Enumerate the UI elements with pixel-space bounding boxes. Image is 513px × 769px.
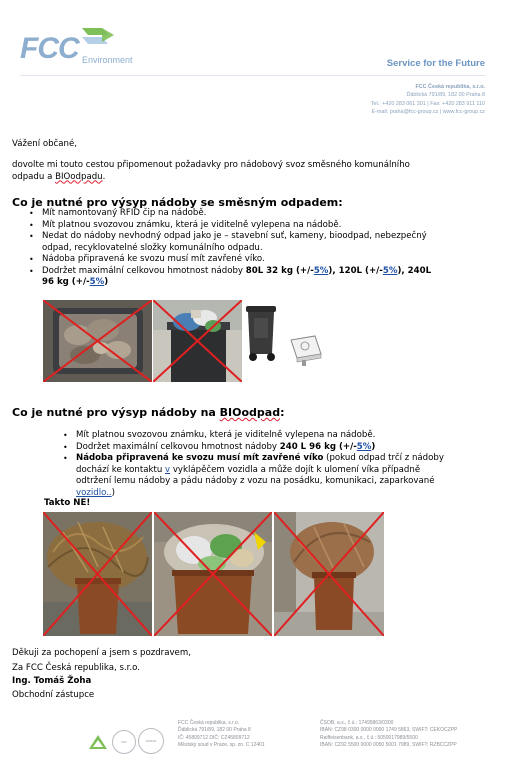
section-mixed-heading: Co je nutné pro výsyp nádoby se směsným odpadem: xyxy=(12,196,343,209)
list-item: • Nedat do nádoby nevhodný odpad jako je – stavební suť, kameny, bioodpad, nebezpečný odpad, recyklovatelné složky komunálního odpadu. xyxy=(28,231,498,254)
photo-rfid-chip xyxy=(285,330,327,368)
closing-thanks: Děkuji za pochopení a jsem s pozdravem, xyxy=(12,648,191,658)
photo-bin-with-rubble xyxy=(43,300,152,382)
iso-seal-icon: ISO xyxy=(112,730,136,754)
signatory-name: Ing. Tomáš Žoha xyxy=(12,676,92,686)
company-address xyxy=(371,83,485,117)
logo-subtitle: Environment xyxy=(82,55,133,65)
photo-overfilled-bin xyxy=(153,300,242,382)
intro-line-2: odpadu a BIOodpadu. xyxy=(12,171,106,182)
takto-ne-label: Takto NE! xyxy=(44,498,91,508)
header-divider xyxy=(20,75,486,76)
mixed-requirements-list xyxy=(28,208,498,289)
closing-block xyxy=(12,648,191,701)
company-street: Ďáblická 791/89, 182 00 Praha 8 xyxy=(406,92,485,99)
photo-bio-bin-shrubs xyxy=(274,512,384,636)
list-item: • Mít namontovaný RFID čip na nádobě. xyxy=(28,208,498,220)
intro-line-1: dovolte mi touto cestou připomenout požadavky pro nádobový svoz směsného komunálního xyxy=(12,160,410,170)
photo-bio-bin-branches xyxy=(43,512,152,636)
bio-requirements-list xyxy=(62,430,492,499)
company-email: E-mail: praha@fcc-group.cz | www.fcc-group.cz xyxy=(371,109,485,116)
fcc-logo xyxy=(20,22,140,68)
slogan: Service for the Future xyxy=(386,58,485,69)
list-item: • Dodržet maximální celkovou hmotnost nádoby 80L 32 kg (+/-5%), 120L (+/-5%), 240L 96 kg (+/-5%) xyxy=(28,266,498,289)
company-phone: Tel.: +420 283 061 301 | Fax: +420 283 911 110 xyxy=(370,100,485,107)
list-item: • Nádoba připravená ke svozu musí mít zavřené víko (pokud odpad trčí z nádoby dochází ke kontaktu v vyklápěčem vozidla a může dojít k ulomení víka případně odtržení lemu nádoby a pádu nádoby z vozu na posádku, komunikaci, zaparkované vozidlo..) xyxy=(62,453,492,499)
logo-arrows-icon xyxy=(80,24,116,48)
salutation: Vážení občané, xyxy=(12,139,78,149)
closing-company: Za FCC Česká republika, s.r.o. xyxy=(12,662,140,673)
list-item: • Mít platnou svozovou známku, která je viditelně vylepena na nádobě. xyxy=(28,220,498,232)
list-item: • Nádoba připravená ke svozu musí mít zavřené víko. xyxy=(28,254,498,266)
company-name: FCC Česká republika, s.r.o. xyxy=(415,84,485,90)
intro-paragraph xyxy=(12,160,492,183)
section-bio-heading: Co je nutné pro výsyp nádoby na BIOodpad: xyxy=(12,406,285,419)
cert-seal-icon: OHSAS xyxy=(138,728,164,754)
footer-company-info: FCC Česká republika, s.r.o. Ďáblická 791/89, 182 00 Praha 8 IČ: 45809712 DIČ: CZ45809712 Městský soud v Praze, sp. zn. C 12401 xyxy=(178,720,265,748)
logo-text: FCC xyxy=(20,32,79,65)
list-item: • Dodržet maximální celkovou hmotnost nádoby 240 L 96 kg (+/-5%) xyxy=(62,442,492,454)
footer xyxy=(88,720,498,760)
list-item: • Mít platnou svozovou známku, která je viditelně vylepena na nádobě. xyxy=(62,430,492,442)
signatory-role: Obchodní zástupce xyxy=(12,689,95,700)
photo-black-bin xyxy=(244,304,280,362)
photo-bio-bin-bags xyxy=(154,512,272,636)
footer-bank-info: ČSOB, a.s., č.ú.: 17495863/0300 IBAN: CZ98 0300 0000 0000 1749 5863, SWIFT: CEKOCZPP Raiffeisenbank, a.s., č.ú.: 5050017989/5500 IBAN: CZ92 5500 0000 0050 5001 7989, SWIFT: RZBCCZPP xyxy=(320,720,458,748)
certification-icon xyxy=(88,734,108,750)
